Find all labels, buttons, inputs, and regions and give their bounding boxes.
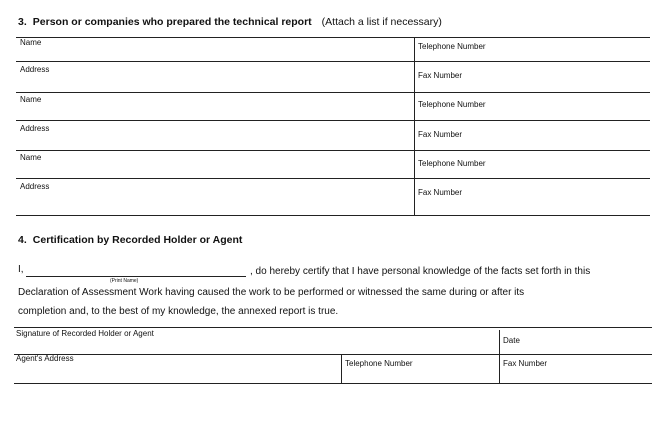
agent-telephone-field[interactable]: Telephone Number xyxy=(345,359,413,368)
cert-text-line-3: completion and, to the best of my knowledge, the annexed report is true. xyxy=(18,306,339,317)
print-name-input[interactable] xyxy=(26,276,246,277)
section-3-bottom-rule xyxy=(16,215,650,216)
agent-address-field[interactable]: Agent's Address xyxy=(16,354,74,363)
date-column-divider xyxy=(499,330,500,383)
address-field-1[interactable]: Address xyxy=(20,65,50,74)
signature-field[interactable]: Signature of Recorded Holder or Agent xyxy=(16,329,154,338)
row-divider xyxy=(16,150,650,151)
section-3-note: (Attach a list if necessary) xyxy=(321,16,442,28)
name-field-3[interactable]: Name xyxy=(20,153,42,162)
telephone-field-1[interactable]: Telephone Number xyxy=(418,42,486,51)
cert-text-line-2: Declaration of Assessment Work having caused the work to be performed or witnessed the same during or after its xyxy=(18,287,525,298)
name-field-1[interactable]: Name xyxy=(20,38,42,47)
row-divider xyxy=(16,120,650,121)
name-field-2[interactable]: Name xyxy=(20,95,42,104)
telephone-column-divider xyxy=(341,354,342,383)
telephone-field-2[interactable]: Telephone Number xyxy=(418,100,486,109)
cert-prefix: I, xyxy=(18,264,24,275)
print-name-caption: (Print Name) xyxy=(110,278,139,284)
section-4-title: Certification by Recorded Holder or Agent xyxy=(32,234,243,246)
section-3-top-rule xyxy=(16,37,650,38)
address-field-3[interactable]: Address xyxy=(20,182,50,191)
section-3-number: 3. xyxy=(18,16,27,28)
section-4-number: 4. xyxy=(18,234,27,246)
fax-field-1[interactable]: Fax Number xyxy=(418,71,463,80)
fax-field-2[interactable]: Fax Number xyxy=(418,130,463,139)
address-field-2[interactable]: Address xyxy=(20,124,50,133)
section-3-header xyxy=(18,16,442,28)
section-3-title: Person or companies who prepared the technical report xyxy=(32,16,312,28)
signature-top-rule xyxy=(14,327,652,328)
section-3-column-divider xyxy=(414,37,415,215)
cert-text-line-1: , do hereby certify that I have personal knowledge of the facts set forth in this xyxy=(250,266,591,277)
row-divider xyxy=(14,354,652,355)
telephone-field-3[interactable]: Telephone Number xyxy=(418,159,486,168)
section-4-header xyxy=(18,234,242,246)
row-divider xyxy=(16,92,650,93)
section-4-bottom-rule xyxy=(14,383,652,384)
agent-fax-field[interactable]: Fax Number xyxy=(503,359,548,368)
fax-field-3[interactable]: Fax Number xyxy=(418,188,463,197)
date-field[interactable]: Date xyxy=(503,336,520,345)
row-divider xyxy=(16,61,650,62)
row-divider xyxy=(16,178,650,179)
